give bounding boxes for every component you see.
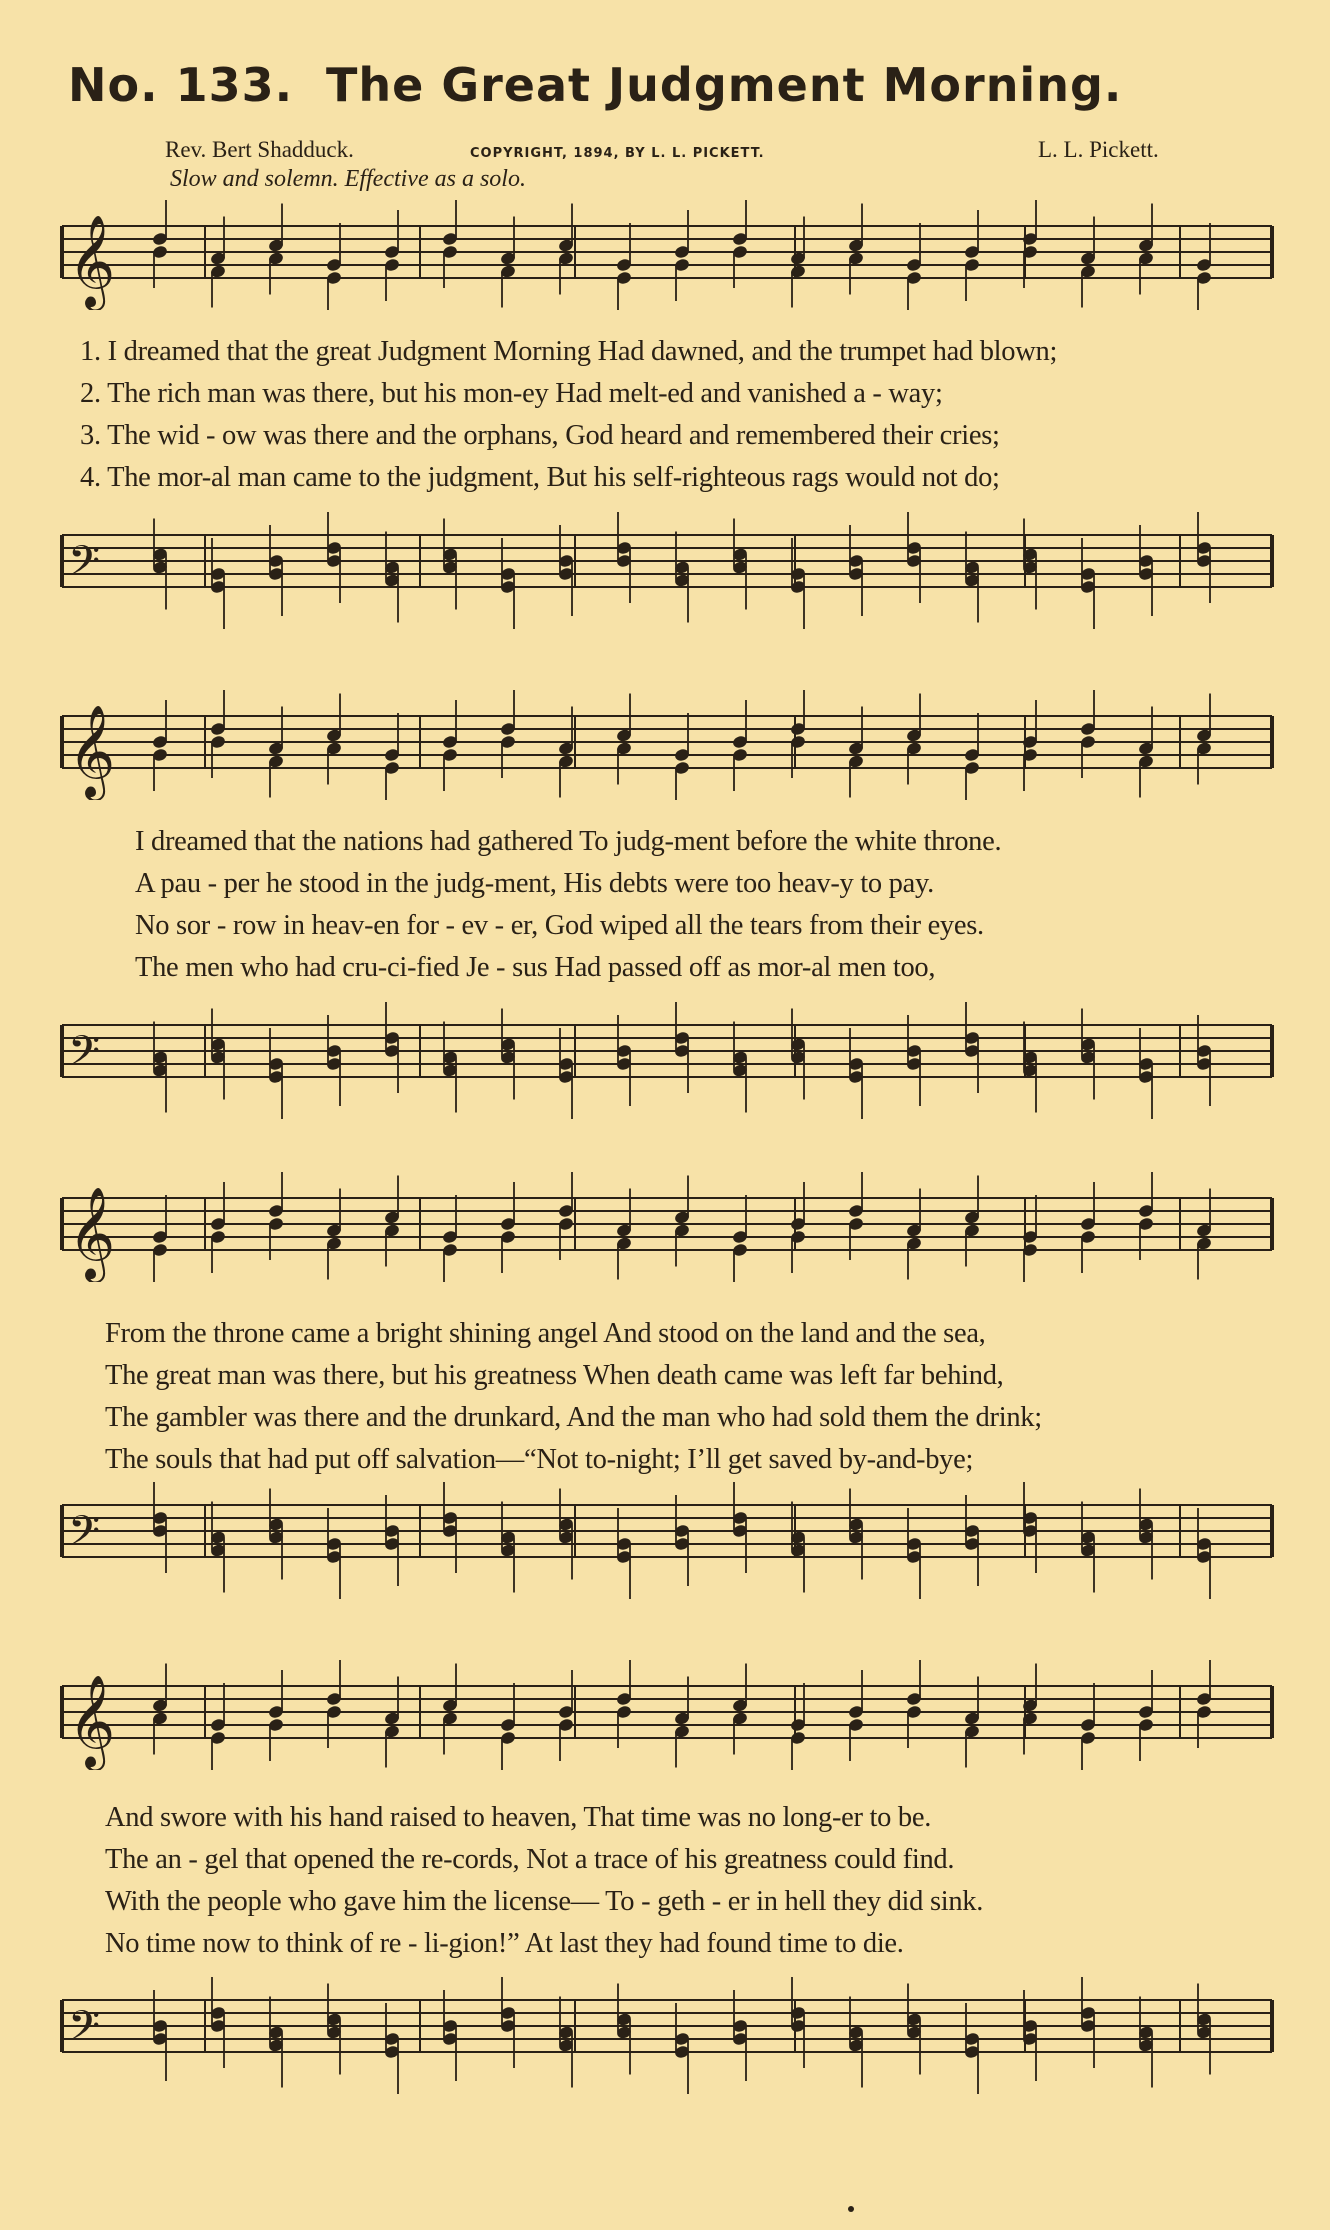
note-chord [1022,519,1039,610]
note-chord [268,707,285,798]
note-chord [790,1977,807,2068]
note-chord [674,532,691,623]
note-chord [210,1683,227,1770]
note-chord [848,707,865,798]
lyric-line: 2. The rich man was there, but his mon-ey Had melt-ed and vanished a - way; [80,378,943,409]
note-chord [1196,512,1213,603]
hymn-number: No. 133. [68,58,294,112]
note-chord [1196,1015,1213,1106]
note-chord [790,1683,807,1770]
note-chord [210,538,227,629]
lyric-line: The great man was there, but his greatness When death came was left far behind, [105,1360,1004,1391]
treble-clef-icon: 𝄞 [68,1674,116,1767]
note-chord [906,512,923,603]
note-chord [384,1495,401,1586]
note-chord [848,1670,865,1761]
lyric-line: No time now to think of re - li-gion!” At last they had found time to die. [105,1928,904,1959]
note-chord [442,1195,459,1282]
note-chord [1138,525,1155,616]
note-chord [500,1009,517,1100]
note-chord [1022,1990,1039,2081]
note-chord [384,1002,401,1093]
note-chord [1022,1022,1039,1113]
note-chord [442,200,459,288]
note-chord [500,1502,517,1593]
note-chord [326,223,343,310]
note-chord [152,200,169,288]
note-chord [558,707,575,798]
note-chord [152,1990,169,2081]
note-chord [500,217,517,308]
note-chord [616,1660,633,1748]
note-chord [906,1984,923,2075]
note-chord [848,1997,865,2088]
note-chord [732,1664,749,1755]
printer-mark [848,2206,854,2212]
note-chord [906,1508,923,1599]
note-chord [964,1002,981,1093]
hymn-title: The Great Judgment Morning. [326,58,1123,112]
note-chord [1138,1670,1155,1761]
note-chord [326,1660,343,1748]
note-chord [152,1022,169,1113]
bass-clef-icon: 𝄢 [68,537,101,595]
note-chord [616,512,633,603]
note-chord [152,1195,169,1282]
note-chord [326,1015,343,1106]
treble-staff [0,690,1330,800]
note-chord [1080,217,1097,308]
treble-clef-icon: 𝄞 [68,1186,116,1279]
treble-clef-icon: 𝄞 [68,704,116,797]
note-chord [500,1182,517,1273]
note-chord [210,1502,227,1593]
note-chord [1196,1660,1213,1748]
note-chord [384,713,401,800]
note-chord [210,690,227,778]
note-chord [500,1683,517,1770]
note-chord [790,690,807,778]
note-chord [790,538,807,629]
lyric-line: With the people who gave him the license— To - geth - er in hell they did sink. [105,1886,984,1917]
note-chord [964,1176,981,1267]
note-chord [442,700,459,791]
note-chord [732,200,749,288]
note-chord [674,1495,691,1586]
note-chord [732,1195,749,1282]
bass-staff [0,505,1330,645]
lyric-line: The souls that had put off salvation—“Not to-night; I’ll get saved by-and-bye; [105,1444,974,1475]
treble-staff [0,1660,1330,1770]
note-chord [558,1028,575,1119]
treble-staff [0,200,1330,310]
note-chord [906,694,923,785]
note-chord [442,1664,459,1755]
note-chord [210,1009,227,1100]
note-chord [674,1002,691,1093]
note-chord [326,694,343,785]
note-chord [1022,1664,1039,1755]
note-chord [790,1009,807,1100]
tempo-marking: Slow and solemn. Effective as a solo. [170,166,526,192]
bass-staff [0,995,1330,1135]
note-chord [1080,1977,1097,2068]
lyric-line: The gambler was there and the drunkard, And the man who had sold them the drink; [105,1402,1042,1433]
note-chord [674,2003,691,2094]
note-chord [268,1489,285,1580]
note-chord [1022,700,1039,791]
note-chord [1138,1489,1155,1580]
lyric-line: The men who had cru-ci-fied Je - sus Had passed off as mor-al men too, [135,952,936,983]
note-chord [674,713,691,800]
note-chord [1080,1683,1097,1770]
note-chord [790,217,807,308]
note-chord [906,1660,923,1748]
note-chord [1080,538,1097,629]
note-chord [558,1172,575,1260]
note-chord [964,713,981,800]
note-chord [1080,1009,1097,1100]
note-chord [1196,1508,1213,1599]
lyric-line: The an - gel that opened the re-cords, Not a trace of his greatness could find. [105,1844,955,1875]
note-chord [558,1997,575,2088]
note-chord [1138,1172,1155,1260]
lyric-line: From the throne came a bright shining angel And stood on the land and the sea, [105,1318,986,1349]
note-chord [616,694,633,785]
note-chord [558,204,575,295]
note-chord [674,210,691,301]
note-chord [384,532,401,623]
note-chord [268,1172,285,1260]
lyricist-credit: Rev. Bert Shadduck. [165,137,354,162]
note-chord [1196,1984,1213,2075]
lyric-line: I dreamed that the nations had gathered To judg-ment before the white throne. [135,826,1002,857]
treble-clef-icon: 𝄞 [68,214,116,307]
note-chord [790,1502,807,1593]
note-chord [384,1677,401,1768]
note-chord [210,217,227,308]
note-chord [210,1977,227,2068]
note-chord [1138,1997,1155,2088]
note-chord [1022,1482,1039,1573]
lyric-line: 1. I dreamed that the great Judgment Morning Had dawned, and the trumpet had blown; [80,336,1058,367]
note-chord [1080,1502,1097,1593]
copyright-notice: COPYRIGHT, 1894, BY L. L. PICKETT. [470,146,765,161]
bass-staff [0,1475,1330,1615]
bass-clef-icon: 𝄢 [68,1507,101,1565]
note-chord [1196,223,1213,310]
note-chord [732,519,749,610]
note-chord [906,1015,923,1106]
note-chord [442,519,459,610]
note-chord [848,1489,865,1580]
note-chord [210,1182,227,1273]
lyric-line: 4. The mor-al man came to the judgment, But his self-righteous rags would not do; [80,462,1000,493]
note-chord [152,1482,169,1573]
note-chord [500,690,517,778]
note-chord [326,512,343,603]
note-chord [1196,694,1213,785]
lyric-line: A pau - per he stood in the judg-ment, His debts were too heav-y to pay. [135,868,934,899]
note-chord [268,204,285,295]
bass-staff [0,1970,1330,2110]
note-chord [1138,1028,1155,1119]
note-chord [326,1508,343,1599]
note-chord [442,1022,459,1113]
bass-clef-icon: 𝄢 [68,1027,101,1085]
lyric-line: No sor - row in heav-en for - ev - er, God wiped all the tears from their eyes. [135,910,984,941]
note-chord [616,1984,633,2075]
note-chord [152,1664,169,1755]
note-chord [152,700,169,791]
note-chord [1080,1182,1097,1273]
note-chord [616,1189,633,1280]
note-chord [906,223,923,310]
note-chord [848,525,865,616]
note-chord [268,525,285,616]
bass-clef-icon: 𝄢 [68,2002,101,2060]
note-chord [558,1670,575,1761]
note-chord [384,210,401,301]
note-chord [674,1176,691,1267]
note-chord [964,532,981,623]
note-chord [732,700,749,791]
note-chord [964,1495,981,1586]
note-chord [268,1997,285,2088]
note-chord [732,1482,749,1573]
note-chord [268,1028,285,1119]
note-chord [964,1677,981,1768]
note-chord [268,1670,285,1761]
note-chord [558,525,575,616]
note-chord [500,1977,517,2068]
lyric-line: 3. The wid - ow was there and the orphans, God heard and remembered their cries; [80,420,1000,451]
note-chord [964,210,981,301]
note-chord [1138,707,1155,798]
note-chord [1196,1189,1213,1280]
note-chord [616,1015,633,1106]
note-chord [384,2003,401,2094]
note-chord [848,1028,865,1119]
note-chord [848,1172,865,1260]
note-chord [906,1189,923,1280]
lyric-line: And swore with his hand raised to heaven, That time was no long-er to be. [105,1802,932,1833]
note-chord [558,1489,575,1580]
note-chord [732,1022,749,1113]
note-chord [384,1176,401,1267]
note-chord [1138,204,1155,295]
note-chord [1080,690,1097,778]
treble-staff [0,1172,1330,1282]
title-row [68,58,1268,128]
note-chord [616,223,633,310]
note-chord [848,204,865,295]
note-chord [152,519,169,610]
note-chord [674,1677,691,1768]
note-chord [442,1990,459,2081]
note-chord [500,538,517,629]
composer-credit: L. L. Pickett. [1038,137,1159,162]
note-chord [616,1508,633,1599]
note-chord [326,1189,343,1280]
note-chord [790,1182,807,1273]
note-chord [326,1984,343,2075]
note-chord [732,1990,749,2081]
note-chord [964,2003,981,2094]
note-chord [442,1482,459,1573]
